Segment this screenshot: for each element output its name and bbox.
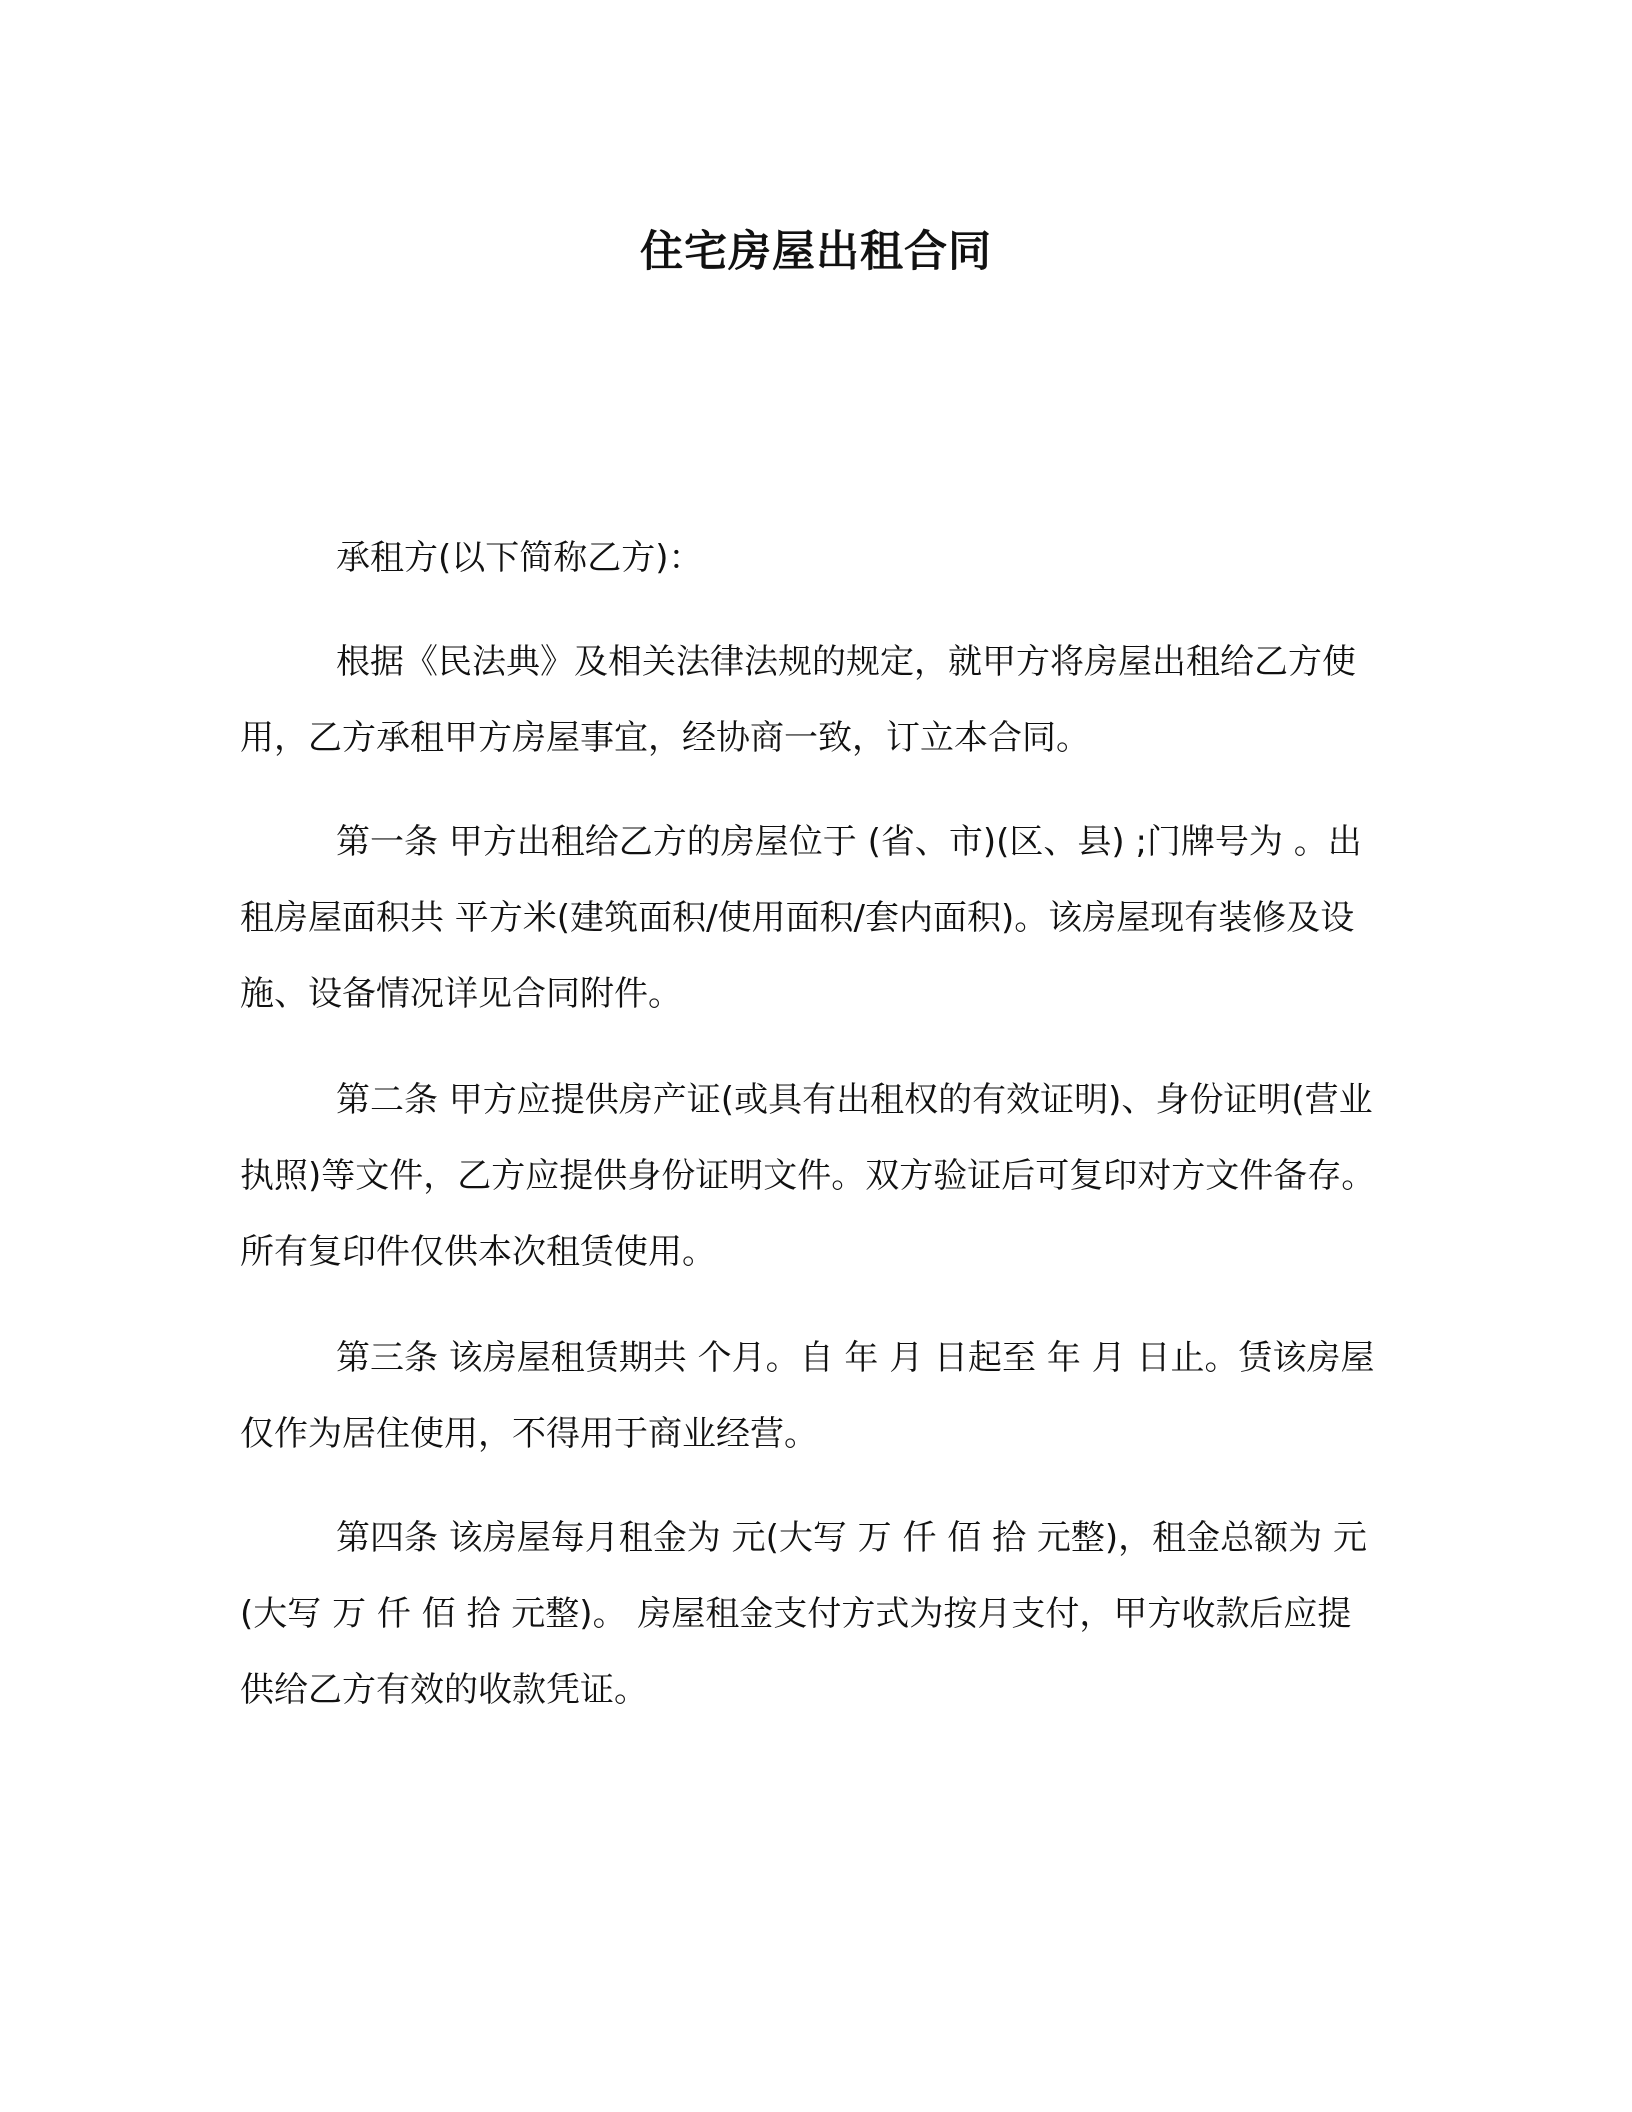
paragraph-article-1: 第一条 甲方出租给乙方的房屋位于 (省、市)(区、县) ;门牌号为 。出租房屋面积共 平方米(建筑面积/使用面积/套内面积)。该房屋现有装修及设施、设备情况详见合同附件。 [240,822,1362,1014]
paragraph-preamble: 根据《民法典》及相关法律法规的规定，就甲方将房屋出租给乙方使用，乙方承租甲方房屋事宜，经协商一致，订立本合同。 [240,642,1356,758]
paragraph-article-3: 第三条 该房屋租赁期共 个月。自 年 月 日起至 年 月 日止。赁该房屋仅作为居住使用，不得用于商业经营。 [240,1338,1375,1454]
paragraph-article-2: 第二条 甲方应提供房产证(或具有出租权的有效证明)、身份证明(营业执照)等文件，乙方应提供身份证明文件。双方验证后可复印对方文件备存。所有复印件仅供本次租赁使用。 [240,1080,1376,1272]
paragraph-tenant: 承租方(以下简称乙方)： [336,538,703,578]
paragraph-article-4: 第四条 该房屋每月租金为 元(大写 万 仟 佰 拾 元整)，租金总额为 元(大写 万 仟 佰 拾 元整)。 房屋租金支付方式为按月支付，甲方收款后应提供给乙方有效的收款凭证。 [240,1518,1367,1710]
document-title: 住宅房屋出租合同 [640,227,992,277]
